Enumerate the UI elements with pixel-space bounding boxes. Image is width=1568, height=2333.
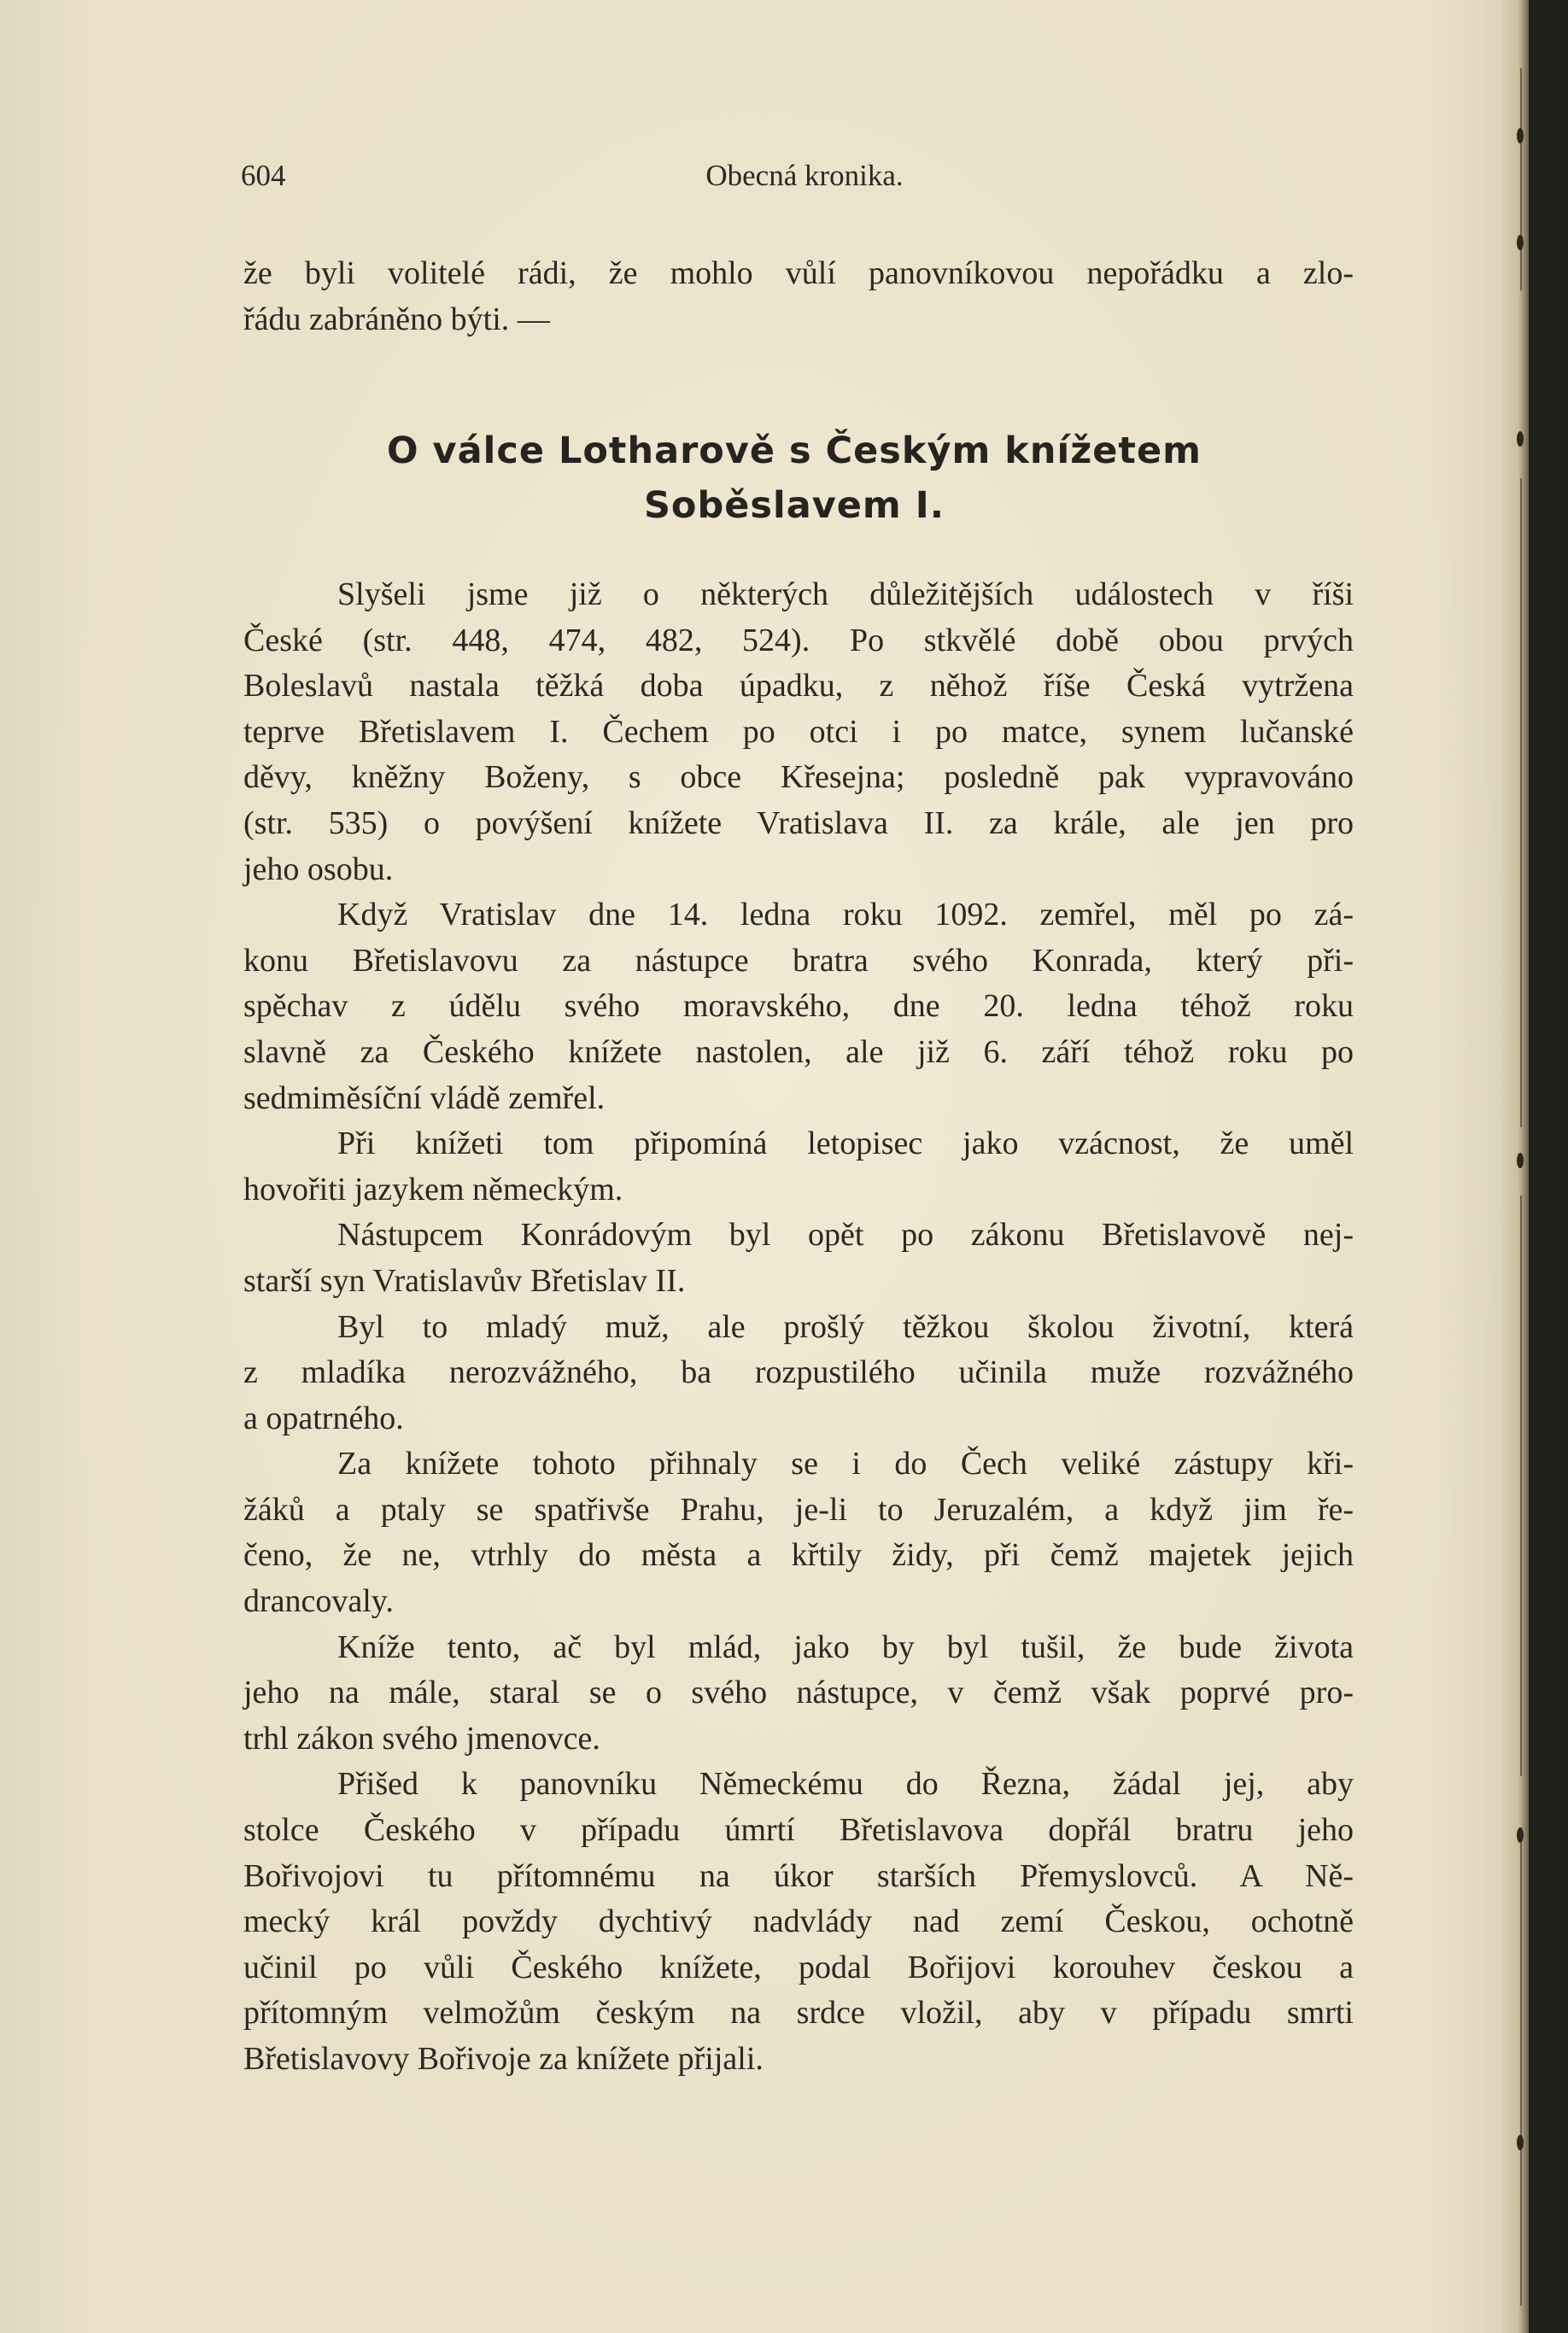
page-header [241,159,1351,202]
text-line: (str. 535) o povýšení knížete Vratislava II. za krále, ale jen pro [243,804,1354,841]
page-fore-edge [1503,0,1529,2333]
paragraph [243,892,1354,1121]
text-line: přítomným velmožům českým na srdce vložil, aby v případu smrti [243,1995,1354,2032]
heading-line-1: O válce Lotharově s Českým knížetem [387,430,1202,472]
text-line: Bořivojovi tu přítomnému na úkor starších Přemyslovců. A Ně- [243,1857,1354,1894]
text-line: Slyšeli jsme již o některých důležitějších událostech v říši [337,576,1354,612]
binding-mark [1517,128,1524,143]
paragraph [243,1762,1354,2082]
binding-mark [1517,1827,1524,1843]
binding-line [1520,68,1522,290]
text-line: Byl to mladý muž, ale prošlý těžkou školou životní, která [337,1308,1354,1345]
text-line: děvy, kněžny Boženy, s obce Křesejna; posledně pak vypravováno [243,759,1354,796]
text-line: Za knížete tohoto přihnaly se i do Čech veliké zástupy kři- [337,1446,1354,1482]
text-line: teprve Břetislavem I. Čechem po otci i po matce, synem lučanské [243,713,1354,750]
heading-line-2: Soběslavem I. [643,484,945,527]
text-line: jeho na mále, staral se o svého nástupce, v čemž však poprvé pro- [243,1675,1354,1711]
paragraph [243,1305,1354,1442]
text-line: jeho osobu. [243,851,394,887]
text-line: spěchav z údělu svého moravského, dne 20. ledna téhož roku [243,988,1354,1025]
running-title: Obecná kronika. [705,159,904,192]
text-line: Při knížeti tom připomíná letopisec jako vzácnost, že uměl [337,1126,1354,1162]
paragraph [243,1213,1354,1304]
text-line: že byli volitelé rádi, že mohlo vůlí panovníkovou nepořádku a zlo- [243,255,1354,291]
text-line: stolce Českého v případu úmrtí Břetislavova dopřál bratru jeho [243,1812,1354,1849]
paragraph [243,1625,1354,1763]
body-text [243,572,1354,2083]
page-number: 604 [241,159,286,192]
binding-mark [1517,431,1524,447]
text-line: učinil po vůli Českého knížete, podal Bořijovi korouhev českou a [243,1949,1354,1985]
text-line: Kníže tento, ač byl mlád, jako by byl tušil, že bude života [337,1628,1354,1665]
section-heading [205,424,1384,533]
text-line: řádu zabráněno býti. — [243,301,550,337]
text-line: trhl zákon svého jmenovce. [243,1720,600,1757]
text-line: žáků a ptaly se spatřivše Prahu, je-li to Jeruzalém, a když jim ře- [243,1491,1354,1528]
text-line: Boleslavů nastala těžká doba úpadku, z něhož říše Česká vytržena [243,668,1354,705]
text-line: Přišed k panovníku Německému do Řezna, žádal jej, aby [337,1766,1354,1803]
text-line: hovořiti jazykem německým. [243,1171,623,1207]
binding-line [1520,1827,1522,2306]
binding-mark [1517,1153,1524,1168]
binding-mark [1517,2135,1524,2150]
text-line: starší syn Vratislavův Břetislav II. [243,1262,686,1299]
binding-line [1520,478,1522,1127]
binding-line [1520,1196,1522,1776]
text-line: Nástupcem Konrádovým byl opět po zákonu Břetislavově nej- [337,1217,1354,1254]
text-line: konu Břetislavovu za nástupce bratra svého Konrada, který při- [243,942,1354,979]
text-line: drancovaly. [243,1583,394,1620]
text-line: čeno, že ne, vtrhly do města a křtily židy, při čemž majetek jejich [243,1537,1354,1574]
text-line: slavně za Českého knížete nastolen, ale již 6. září téhož roku po [243,1033,1354,1070]
text-line: z mladíka nerozvážného, ba rozpustilého učinila muže rozvážného [243,1354,1354,1391]
paragraph [243,572,1354,892]
text-line: sedmiměsíční vládě zemřel. [243,1079,606,1116]
intro-text [243,251,1354,342]
text-line: mecký král povždy dychtivý nadvlády nad zemí Českou, ochotně [243,1903,1354,1940]
text-line: České (str. 448, 474, 482, 524). Po stkvělé době obou prvých [243,622,1354,658]
text-line: Břetislavovy Bořivoje za knížete přijali. [243,2041,764,2077]
binding-mark [1517,235,1524,250]
text-line: Když Vratislav dne 14. ledna roku 1092. zemřel, měl po zá- [337,897,1354,933]
paragraph [243,1441,1354,1624]
paragraph [243,1121,1354,1213]
text-line: a opatrného. [243,1400,404,1436]
